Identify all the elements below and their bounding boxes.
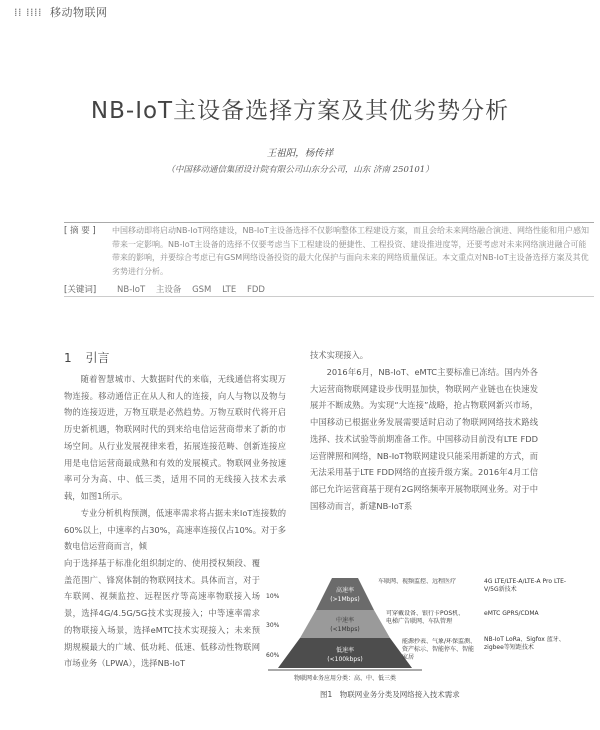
- tech-low-text: NB-IoT LoRa、Sigfox 蓝牙、zigbee等短距技术: [484, 636, 565, 651]
- section-title: 引言: [85, 351, 110, 365]
- keyword: GSM: [192, 285, 212, 295]
- pyramid-figure: [262, 572, 582, 692]
- section-number: 1: [64, 351, 72, 365]
- keywords-rule: [64, 296, 594, 297]
- keyword: NB-IoT: [117, 285, 146, 295]
- bars-icon: ⁞⁞ ⁞⁞⁞⁞: [14, 6, 42, 19]
- body-paragraph: 向于选择基于标准化组织制定的、使用授权频段、覆盖范围广、锋窝体制的物联网技术。具体而言，对于车联网、视频监控、远程医疗等高速率物联接入场景，选择4G/4.5G/5G技术实现接入；中等速率需求的物联接入场景，选择eMTC技术实现接入；未来预期规模最大的广域、低功耗、低速、低移动性物联网市场业务（LPWA），选择NB-IoT: [64, 558, 260, 669]
- tech-high: [484, 578, 580, 608]
- tech-low: [484, 636, 580, 672]
- journal-header: [14, 4, 107, 20]
- body-paragraph: 2016年6月，NB-IoT、eMTC主要标准已冻结。国内外各大运营商物联网建设步伐明显加快，物联网产业链也在快速发展并不断成熟。为实现“大连接”战略，抢占物联网新兴市场，中国移动已根据业务发展需要适时启动了物联网网络技术路线选择、技术试验等前期准备工作。中国移动目前没有LTE FDD运营牌照和网络，NB-IoT物联网建设只能采用新建的方式，而无法采用基于LTE FDD网络的直接升级方案。2016年4月工信部已允许运营商基于现有2G网络频率开展物联网业务。对于中国移动而言，新建NB-IoT系: [310, 367, 538, 511]
- body-paragraph: 随着智慧城市、大数据时代的来临，无线通信将实现万物连接。移动通信正在从人和人的连接，向人与物以及物与物的连接迈进，万物互联是必然趋势。万物互联时代将开启历史新机遇，物联网时代的到来给电信运营商带来了新的市场空间。从行业发展视律来看，拓展连接范畴、创新连接应用是电信运营商最成熟和有效的发展模式。物联网业务按速率可分为高、中、低三类，适用不同的无线接入技术去承载，如图1所示。: [64, 374, 286, 501]
- keyword: LTE FDD: [222, 285, 265, 295]
- level-name-low: 低速率: [335, 647, 355, 654]
- keywords-list: [117, 283, 265, 295]
- journal-name: 移动物联网: [49, 6, 108, 19]
- keywords-label: [关键词]: [64, 285, 97, 295]
- level-pct-high: 10%: [266, 593, 280, 600]
- affiliation: （中国移动通信集团设计院有限公司山东分公司，山东 济南 250101）: [166, 165, 434, 175]
- authors: 王祖阳，杨传祥: [266, 148, 334, 159]
- pyramid-base-label: 物联网业务应用分类：高、中、低三类: [293, 675, 397, 682]
- level-pct-mid: 30%: [266, 622, 280, 629]
- body-paragraph: 技术实现接入。: [310, 350, 369, 360]
- abstract-label: [ 摘 要 ]: [64, 226, 96, 236]
- tech-high-text: 4G LTE/LTE-A/LTE-A Pro LTE-V/5G新技术: [484, 578, 567, 593]
- figure-caption: 图1 物联网业务分类及网络接入技术需求: [320, 690, 460, 699]
- level-sub-high: (>1Mbps): [330, 596, 360, 603]
- apps-low-text: 能源抄表、气象/环保监测、资产标示、智能停车、智能家居: [402, 638, 477, 661]
- keyword: 主设备: [155, 285, 182, 295]
- level-sub-mid: (<1Mbps): [330, 626, 360, 633]
- apps-mid: [386, 610, 466, 640]
- body-paragraph: 专业分析机构预测，低速率需求将占据未来IoT连接数的60%以上，中速率约占30%，高速率连接仅占10%。对于多数电信运营商而言，倾: [64, 508, 286, 552]
- level-name-high: 高速率: [335, 587, 355, 594]
- apps-high-text: 车联网、视频监控、远程医疗: [378, 578, 457, 585]
- section-heading: [64, 349, 109, 366]
- apps-low: [402, 638, 477, 672]
- tech-mid-text: eMTC GPRS/CDMA: [484, 610, 539, 617]
- abstract-text: 中国移动即将启动NB-IoT网络建设，NB-IoT主设备选择不仅影响整体工程建设方案，而且会给未来网络融合演进、网络性能和用户感知带来一定影响。NB-IoT主设备的选择不仅要考虑当下工程建设的便捷性、工程投资、建设推进度等，还要考虑对未来网络演进融合可能带来的影响，并要综合考虑已有GSM网络设备投资的最大化保护与面向未来的网络质量保证。本文重点对NB-IoT主设备选择方案及其优劣势进行分析。: [112, 226, 589, 276]
- apps-high: [378, 578, 458, 608]
- level-name-mid: 中速率: [335, 617, 355, 624]
- pyramid-middle: [300, 610, 390, 638]
- level-pct-low: 60%: [266, 652, 280, 659]
- level-sub-low: (<100kbps): [327, 656, 363, 663]
- tech-mid: [484, 610, 580, 636]
- apps-mid-text: 可穿戴设备、银行卡POS机、电梯广告联网、车队管理: [386, 610, 465, 625]
- pyramid-top: [316, 578, 374, 610]
- paper-title: NB-IoT主设备选择方案及其优劣势分析: [90, 98, 510, 124]
